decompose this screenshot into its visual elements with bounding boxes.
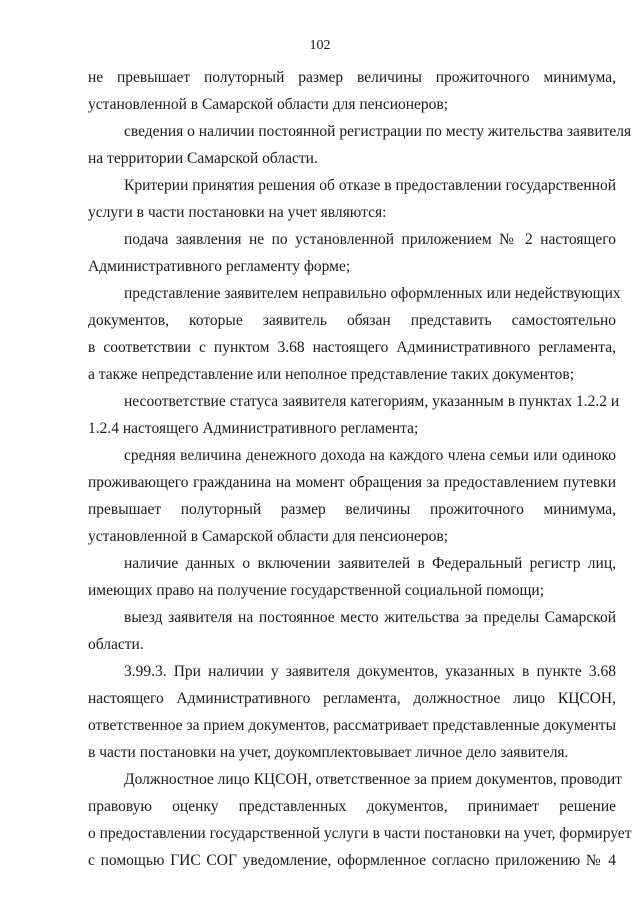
text-line: области.: [88, 636, 144, 653]
text-line: Административного регламенту форме;: [88, 258, 351, 275]
page-number: 102: [309, 38, 331, 53]
text-line: несоответствие статуса заявителя категориям, указанным в пунктах 1.2.2 и: [124, 393, 620, 410]
text-line: установленной в Самарской области для пенсионеров;: [88, 96, 449, 113]
text-line: настоящего Административного регламента, должностное лицо КЦСОН,: [88, 690, 616, 707]
text-line: о предоставлении государственной услуги в части постановки на учет, формирует: [88, 825, 632, 842]
text-line: 3.99.3. При наличии у заявителя документов, указанных в пункте 3.68: [124, 663, 616, 680]
text-line: ответственное за прием документов, рассматривает представленные документы: [88, 717, 616, 734]
text-line: не превышает полуторный размер величины прожиточного минимума,: [88, 69, 616, 86]
document-body: [88, 64, 632, 874]
text-line: Должностное лицо КЦСОН, ответственное за прием документов, проводит: [124, 771, 622, 788]
text-line: представление заявителем неправильно оформленных или недействующих: [124, 285, 621, 302]
text-line: средняя величина денежного дохода на каждого члена семьи или одиноко: [124, 447, 616, 464]
text-line: а также непредставление или неполное представление таких документов;: [88, 366, 575, 383]
text-line: Критерии принятия решения об отказе в предоставлении государственной: [124, 177, 616, 194]
text-line: сведения о наличии постоянной регистрации по месту жительства заявителя: [124, 123, 632, 140]
text-line: выезд заявителя на постоянное место жительства за пределы Самарской: [124, 609, 616, 626]
text-line: имеющих право на получение государственной социальной помощи;: [88, 582, 545, 599]
text-line: в соответствии с пунктом 3.68 настоящего Административного регламента,: [88, 339, 616, 356]
text-line: подача заявления не по установленной приложением № 2 настоящего: [124, 231, 616, 248]
text-line: превышает полуторный размер величины прожиточного минимума,: [88, 501, 616, 518]
text-line: на территории Самарской области.: [88, 150, 318, 167]
text-line: с помощью ГИС СОГ уведомление, оформленное согласно приложению № 4: [88, 852, 616, 869]
text-line: в части постановки на учет, доукомплектовывает личное дело заявителя.: [88, 744, 569, 761]
text-line: услуги в части постановки на учет являются:: [88, 204, 387, 221]
text-line: установленной в Самарской области для пенсионеров;: [88, 528, 449, 545]
text-line: проживающего гражданина на момент обращения за предоставлением путевки: [88, 474, 616, 491]
text-line: наличие данных о включении заявителей в Федеральный регистр лиц,: [124, 555, 616, 572]
text-line: документов, которые заявитель обязан представить самостоятельно: [88, 312, 616, 329]
text-line: 1.2.4 настоящего Административного регламента;: [88, 420, 419, 437]
text-line: правовую оценку представленных документов, принимает решение: [88, 798, 616, 815]
